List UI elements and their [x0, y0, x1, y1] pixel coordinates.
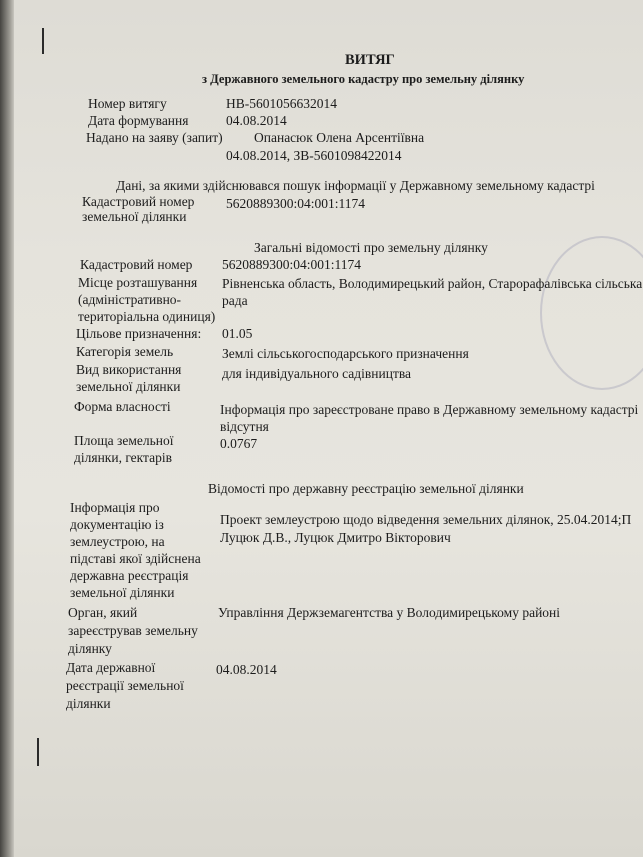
registration-date-label-1: Дата державної [66, 660, 156, 675]
documentation-label-4: підставі якої здійснена [70, 551, 201, 566]
location-label-1: Місце розташування [78, 275, 198, 290]
documentation-label-2: документацію із [70, 517, 164, 532]
documentation-value-2: Луцюк Д.В., Луцюк Дмитро Вікторович [220, 530, 451, 545]
location-label-2: (адміністративно- [78, 292, 182, 307]
cadastral-number-value: 5620889300:04:001:1174 [222, 257, 362, 272]
area-label-1: Площа земельної [74, 433, 174, 448]
location-value-1: Рівненська область, Володимирецький район, Старорафалівська сільська [222, 276, 643, 291]
registration-date-label-3: ділянки [66, 696, 111, 711]
land-use-label-2: земельної ділянки [76, 379, 181, 394]
request-reference: 04.08.2014, ЗВ-5601098422014 [226, 148, 402, 163]
formed-date-label: Дата формування [88, 113, 189, 128]
authority-label-1: Орган, який [68, 605, 138, 620]
location-value-2: рада [222, 293, 248, 308]
purpose-value: 01.05 [222, 326, 253, 341]
search-cadastral-value: 5620889300:04:001:1174 [226, 196, 366, 211]
cadastral-number-label: Кадастровий номер [80, 257, 193, 272]
search-cadastral-label-2: земельної ділянки [82, 209, 187, 224]
extract-number-value: НВ-5601056632014 [226, 96, 337, 111]
documentation-value-1: Проект землеустрою щодо відведення земельних ділянок, 25.04.2014;П [220, 512, 632, 527]
document-title: ВИТЯГ [345, 52, 395, 68]
request-label: Надано на заяву (запит) [86, 130, 223, 145]
area-value: 0.0767 [220, 436, 258, 451]
authority-value: Управління Держземагентства у Володимирецькому районі [218, 605, 561, 620]
authority-label-3: ділянку [68, 641, 112, 656]
area-label-2: ділянки, гектарів [74, 450, 172, 465]
document-subtitle: з Державного земельного кадастру про земельну ділянку [202, 72, 525, 86]
registration-date-label-2: реєстрації земельної [66, 678, 184, 693]
land-use-value: для індивідуального садівництва [222, 366, 412, 381]
search-heading: Дані, за якими здійснювався пошук інформації у Державному земельному кадастрі [116, 178, 595, 193]
land-category-value: Землі сільськогосподарського призначення [222, 346, 469, 361]
requester-name: Опанасюк Олена Арсентіївна [254, 130, 425, 145]
search-cadastral-label-1: Кадастровий номер [82, 194, 195, 209]
general-heading: Загальні відомості про земельну ділянку [254, 240, 488, 255]
ownership-label: Форма власності [74, 399, 171, 414]
ownership-value-2: відсутня [220, 419, 269, 434]
faded-stamp [540, 236, 643, 390]
documentation-label-5: державна реєстрація [70, 568, 189, 583]
registration-heading: Відомості про державну реєстрацію земельної ділянки [208, 481, 524, 496]
documentation-label-6: земельної ділянки [70, 585, 175, 600]
ownership-value-1: Інформація про зареєстроване право в Державному земельному кадастрі [220, 402, 639, 417]
land-use-label-1: Вид використання [76, 362, 182, 377]
documentation-label-1: Інформація про [70, 500, 160, 515]
registration-date-value: 04.08.2014 [216, 662, 277, 677]
location-label-3: територіальна одиниця) [78, 309, 216, 324]
land-category-label: Категорія земель [76, 344, 174, 359]
extract-number-label: Номер витягу [88, 96, 167, 111]
purpose-label: Цільове призначення: [76, 326, 202, 341]
formed-date-value: 04.08.2014 [226, 113, 287, 128]
margin-mark-top [42, 28, 44, 54]
documentation-label-3: землеустрою, на [70, 534, 165, 549]
authority-label-2: зареєстрував земельну [68, 623, 198, 638]
page-edge-shadow [0, 0, 14, 857]
margin-mark-bottom [37, 738, 39, 766]
